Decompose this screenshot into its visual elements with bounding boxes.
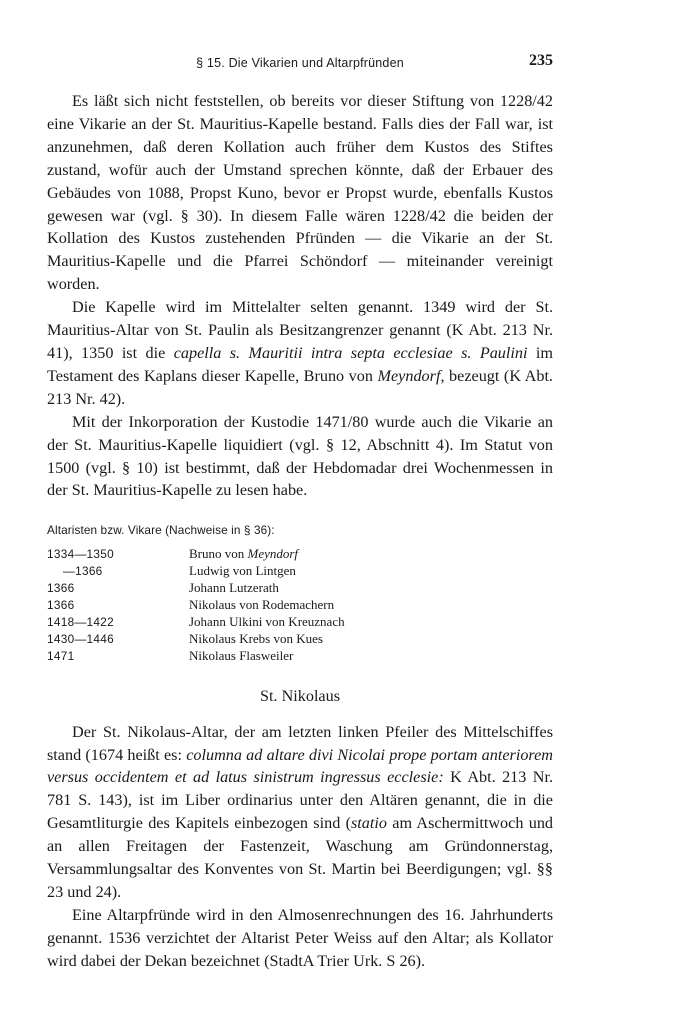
list-item-name: Ludwig von Lintgen bbox=[189, 563, 296, 579]
list-item-name: Johann Ulkini von Kreuznach bbox=[189, 613, 345, 629]
list-item-years: 1471 bbox=[47, 648, 75, 663]
name-italic: Meyndorf bbox=[247, 546, 299, 562]
list-item-years: 1418—1422 bbox=[47, 614, 114, 629]
body-text-nikolaus bbox=[47, 721, 553, 973]
list-item-years: 1430—1446 bbox=[47, 631, 114, 646]
section-heading-st-nikolaus: St. Nikolaus bbox=[259, 686, 341, 705]
list-item-name: Johann Lutzerath bbox=[189, 580, 279, 596]
text-run: im Testament des Kaplans dieser Kapelle, Bruno von bbox=[47, 343, 553, 385]
list-item-years: 1334—1350 bbox=[47, 547, 114, 562]
list-item bbox=[47, 580, 553, 597]
book-page bbox=[47, 52, 553, 973]
paragraph-mauritius-inkorporation: Mit der Inkorporation der Kustodie 1471/80 wurde auch die Vikarie an der St. Mauritius-Kapelle liquidiert (vgl. § 12, Abschnitt 4). Im Statut von 1500 (vgl. § 10) ist bestimmt, daß der Hebdomadar drei Wochenmessen in der St. Mauritius-Kapelle zu lesen habe. bbox=[47, 412, 553, 500]
paragraph-nikolaus-altar bbox=[47, 721, 553, 904]
altaristen-list bbox=[47, 546, 553, 664]
list-item bbox=[47, 648, 553, 665]
text-run: am Aschermittwoch und an allen Freitagen der Fastenzeit, Waschung am Gründonnerstag, Versammlungsaltar des Konventes von St. Martin bei Beerdigungen; vgl. §§ 23 und 24). bbox=[47, 814, 554, 901]
paragraph-mauritius-vikarie: Es läßt sich nicht feststellen, ob bereits vor dieser Stiftung von 1228/42 eine Vikarie an der St. Mauritius-Kapelle bestand. Falls dies der Fall war, ist anzunehmen, daß deren Kollation auch früher dem Kustos des Stiftes zustand, wofür auch der Umstand sprechen könnte, daß der Erbauer des Gebäudes von 1088, Propst Kuno, bevor er Propst wurde, ebenfalls Kustos gewesen war (vgl. § 30). In diesem Falle wären 1228/42 die beiden der Kollation des Kustos zustehenden Pfründen — die Vikarie an der St. Mauritius-Kapelle und die Pfarrei Schöndorf — miteinander vereinigt worden. bbox=[47, 92, 553, 294]
paragraph-mauritius-kapelle bbox=[47, 296, 553, 411]
paragraph-nikolaus-pfruende: Eine Altarpfründe wird in den Almosenrechnungen des 16. Jahrhunderts genannt. 1536 verzichtet der Altarist Peter Weiss auf den Altar; als Kollator wird dabei der Dekan bezeichnet (StadtA Trier Urk. S 26). bbox=[47, 905, 553, 970]
list-item bbox=[47, 597, 553, 614]
section-title: § 15. Die Vikarien und Altarpfründen bbox=[196, 56, 404, 70]
list-item bbox=[47, 546, 553, 563]
list-item-years: 1366 bbox=[47, 581, 75, 596]
text-run: Der St. Nikolaus-Altar, der am letzten linken Pfeiler des Mittelschiffes stand (1674 heißt es: bbox=[47, 722, 553, 764]
body-text bbox=[47, 90, 553, 502]
altaristen-heading: Altaristen bzw. Vikare (Nachweise in § 36): bbox=[47, 523, 275, 538]
latin-quote: columna ad altare divi Nicolai prope portam anteriorem versus occidentem et ad latus sinistrum ingressus ecclesie: bbox=[47, 745, 553, 787]
name-text: Bruno von bbox=[189, 546, 248, 562]
text-run: , bezeugt (K Abt. 213 Nr. 42). bbox=[47, 366, 553, 408]
person-name: Meyndorf bbox=[377, 366, 441, 385]
list-item-years: —1366 bbox=[63, 564, 103, 579]
list-item bbox=[47, 563, 553, 580]
text-run: Die Kapelle wird im Mittelalter selten genannt. 1349 wird der St. Mauritius-Altar von St. Paulin als Besitzangrenzer genannt (K Abt. 213 Nr. 41), 1350 ist die bbox=[47, 298, 553, 362]
list-item-name: Nikolaus Flasweiler bbox=[189, 647, 294, 663]
list-item bbox=[47, 631, 553, 648]
list-item-name bbox=[189, 546, 298, 563]
latin-quote: capella s. Mauritii intra septa ecclesiae s. Paulini bbox=[173, 343, 528, 362]
text-run: K Abt. 213 Nr. 781 S. 143), ist im Liber ordinarius unter den Altären genannt, die in die Gesamtliturgie des Kapitels einbezogen sind ( bbox=[47, 768, 554, 833]
list-item-years: 1366 bbox=[47, 598, 75, 613]
latin-term: statio bbox=[350, 814, 387, 833]
list-item-name: Nikolaus von Rodemachern bbox=[189, 597, 335, 613]
list-item-name: Nikolaus Krebs von Kues bbox=[189, 630, 323, 646]
page-number: 235 bbox=[529, 52, 553, 69]
list-item bbox=[47, 614, 553, 631]
running-head bbox=[47, 52, 553, 74]
